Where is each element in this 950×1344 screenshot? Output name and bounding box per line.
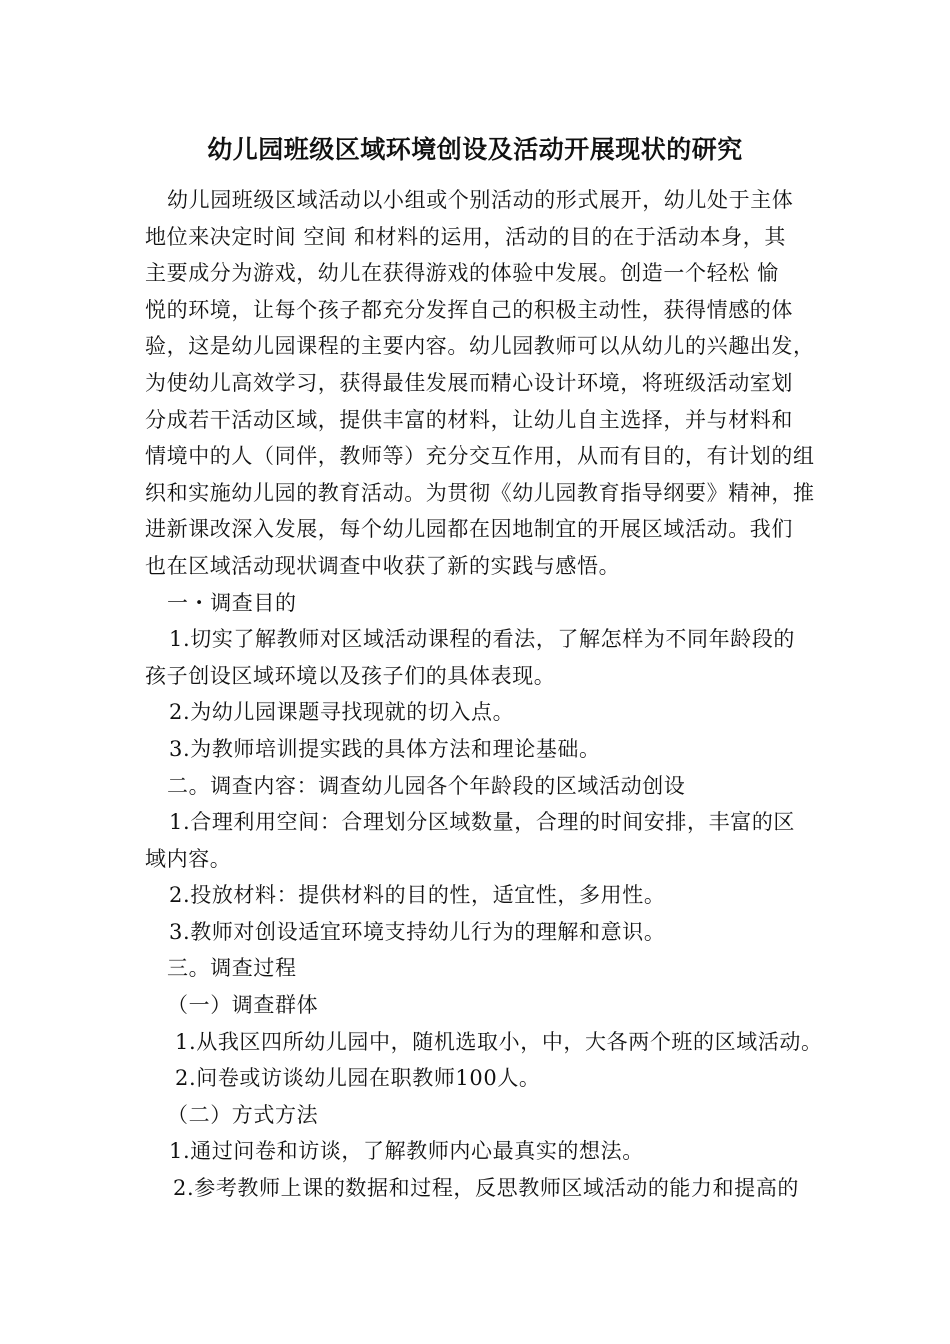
body-line: 验，这是幼儿园课程的主要内容。幼儿园教师可以从幼儿的兴趣出发，: [145, 334, 815, 359]
list-item: 2.问卷或访谈幼儿园在职教师100人。: [175, 1066, 541, 1091]
body-line: 也在区域活动现状调查中收获了新的实践与感悟。: [145, 553, 621, 578]
section-heading: 三。调查过程: [167, 956, 297, 981]
list-item: 3.教师对创设适宜环境支持幼儿行为的理解和意识。: [169, 919, 666, 944]
document-body: [145, 182, 823, 1207]
list-item: 2.投放材料：提供材料的目的性，适宜性，多用性。: [169, 883, 666, 908]
body-line: 幼儿园班级区域活动以小组或个别活动的形式展开，幼儿处于主体: [167, 188, 794, 212]
list-item: 1.通过问卷和访谈，了解教师内心最真实的想法。: [169, 1139, 644, 1164]
section-heading: 一・调查目的: [167, 590, 297, 615]
body-line: 悦的环境，让每个孩子都充分发挥自己的积极主动性，获得情感的体: [145, 297, 793, 322]
list-item: 1.从我区四所幼儿园中，随机选取小，中，大各两个班的区域活动。: [175, 1029, 823, 1054]
list-item-continuation: 域内容。: [145, 846, 232, 871]
body-line: 为使幼儿高效学习，获得最佳发展而精心设计环境，将班级活动室划: [145, 370, 793, 395]
subsection-heading: （二）方式方法: [167, 1102, 319, 1127]
section-heading: 二。调查内容：调查幼儿园各个年龄段的区域活动创设: [167, 773, 686, 798]
list-item: 3.为教师培训提实践的具体方法和理论基础。: [169, 736, 601, 761]
list-item: 1.切实了解教师对区域活动课程的看法，了解怎样为不同年龄段的: [169, 627, 796, 652]
body-line: 情境中的人（同伴，教师等）充分交互作用，从而有目的，有计划的组: [145, 444, 815, 469]
document-title: 幼儿园班级区域环境创设及活动开展现状的研究: [207, 135, 743, 164]
list-item: 2.为幼儿园课题寻找现就的切入点。: [169, 700, 515, 725]
body-line: 主要成分为游戏，幼儿在获得游戏的体验中发展。创造一个轻松 愉: [145, 261, 779, 286]
list-item: 2.参考教师上课的数据和过程，反思教师区域活动的能力和提高的: [173, 1176, 800, 1201]
body-line: 进新课改深入发展，每个幼儿园都在因地制宜的开展区域活动。我们: [145, 517, 793, 542]
subsection-heading: （一）调查群体: [167, 993, 319, 1018]
body-line: 织和实施幼儿园的教育活动。为贯彻《幼儿园教育指导纲要》精神，推: [145, 480, 815, 505]
body-line: 地位来决定时间 空间 和材料的运用，活动的目的在于活动本身，其: [145, 224, 786, 249]
body-line: 分成若干活动区域，提供丰富的材料，让幼儿自主选择，并与材料和: [145, 407, 793, 432]
list-item-continuation: 孩子创设区域环境以及孩子们的具体表现。: [145, 663, 556, 688]
list-item: 1.合理利用空间：合理划分区域数量，合理的时间安排，丰富的区: [169, 810, 796, 835]
